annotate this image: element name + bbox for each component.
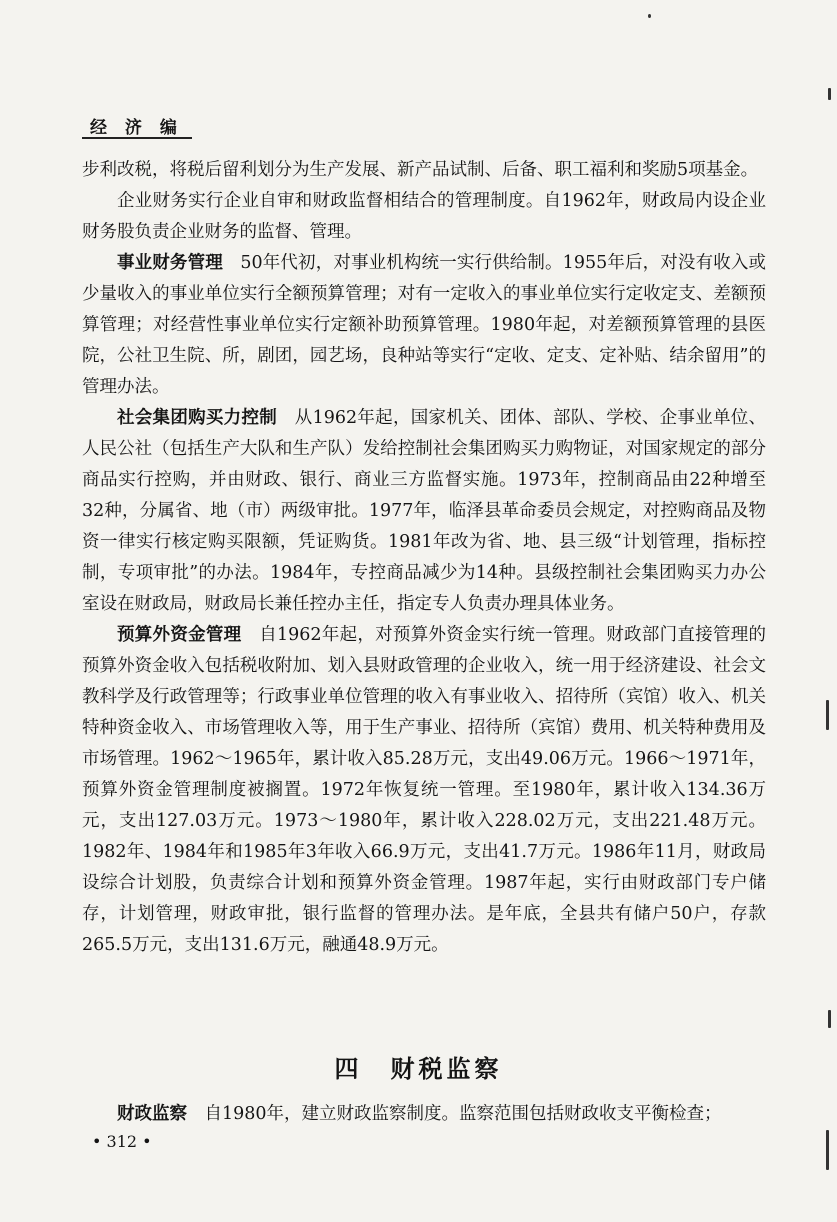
paragraph-heading: 社会集团购买力控制 [117,408,278,428]
scan-speck [828,88,831,100]
paragraph [82,1099,766,1130]
scan-speck [826,700,829,730]
paragraph [82,403,766,620]
body-text [82,155,766,961]
running-header: 经 济 编 [90,118,183,138]
scan-speck [648,14,651,18]
paragraph-text: 步利改税，将税后留利划分为生产发展、新产品试制、后备、职工福利和奖励5项基金。 [82,160,759,180]
paragraph [82,248,766,403]
scan-speck [828,1010,831,1028]
paragraph-text: 自1980年，建立财政监察制度。监察范围包括财政收支平衡检查； [204,1104,722,1124]
paragraph-text: 从1962年起，国家机关、团体、部队、学校、企事业单位、人民公社（包括生产大队和生产队）发给控制社会集团购买力购物证，对国家规定的部分商品实行控购，并由财政、银行、商业三方监督实施。1973年，控制商品由22种增至32种，分属省、地（市）两级审批。1977年，临泽县革命委员会规定，对控购商品及物资一律实行核定购买限额，凭证购货。1981年改为省、地、县三级“计划管理，指标控制，专项审批”的办法。1984年，专控商品减少为14种。县级控制社会集团购买力办公室设在财政局，财政局长兼任控办主任，指定专人负责办理具体业务。 [82,408,767,614]
paragraph-text: 50年代初，对事业机构统一实行供给制。1955年后，对没有收入或少量收入的事业单位实行全额预算管理；对有一定收入的事业单位实行定收定支、差额预算管理；对经营性事业单位实行定额补助预算管理。1980年起，对差额预算管理的县医院，公社卫生院、所，剧团，园艺场，良种站等实行“定收、定支、定补贴、结余留用”的管理办法。 [82,253,766,397]
page-number: • 312 • [92,1132,152,1151]
section-title: 四 财税监察 [334,1054,503,1083]
paragraph-text: 企业财务实行企业自审和财政监督相结合的管理制度。自1962年，财政局内设企业财务股负责企业财务的监督、管理。 [82,191,766,242]
paragraph [82,620,766,961]
paragraph-text: 自1962年起，对预算外资金实行统一管理。财政部门直接管理的预算外资金收入包括税收附加、划入县财政管理的企业收入，统一用于经济建设、社会文教科学及行政管理等；行政事业单位管理的收入有事业收入、招待所（宾馆）收入、机关特种资金收入、市场管理收入等，用于生产事业、招待所（宾馆）费用、机关特种费用及市场管理。1962～1965年，累计收入85.28万元，支出49.06万元。1966～1971年，预算外资金管理制度被搁置。1972年恢复统一管理。至1980年，累计收入134.36万元，支出127.03万元。1973～1980年，累计收入228.02万元，支出221.48万元。1982年、1984年和1985年3年收入66.9万元，支出41.7万元。1986年11月，财政局设综合计划股，负责综合计划和预算外资金管理。1987年起，实行由财政部门专户储存，计划管理，财政审批，银行监督的管理办法。是年底，全县共有储户50户，存款265.5万元，支出131.6万元，融通48.9万元。 [82,625,766,955]
paragraph-heading: 预算外资金管理 [117,625,242,645]
paragraph-heading: 财政监察 [117,1104,187,1124]
header-rule [82,137,192,139]
paragraph [82,186,766,248]
paragraph-heading: 事业财务管理 [117,253,223,273]
paragraph [82,155,766,186]
scan-speck [826,1130,829,1170]
